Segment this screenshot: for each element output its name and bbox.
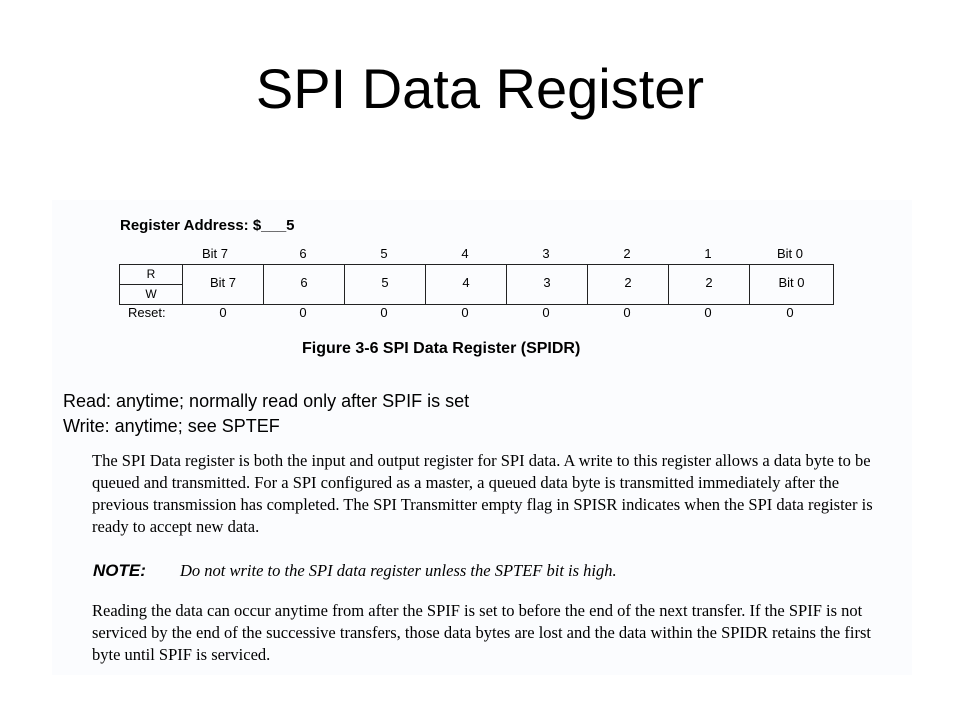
row-w-label: W (145, 287, 157, 301)
bit-cell: 6 (264, 265, 345, 304)
read-line: Read: anytime; normally read only after SPIF is set (63, 391, 470, 411)
rw-cell (120, 265, 183, 304)
bit-cell: Bit 0 (778, 275, 805, 290)
write-line: Write: anytime; see SPTEF (63, 416, 280, 436)
bit-header: 6 (299, 246, 307, 261)
bit-header: 1 (704, 246, 712, 261)
bit-cell: Bit 7 (183, 265, 264, 304)
bit-cell: 2 (669, 265, 750, 304)
bit-header: 2 (623, 246, 631, 261)
reset-value: 0 (786, 305, 794, 320)
reset-label: Reset: (128, 305, 166, 320)
paragraph-1: The SPI Data register is both the input and output register for SPI data. A write to this register allows a data byte to be queued and transmitted. For a SPI configured as a master, a queued data byte is transmitted immediately after the previous transmission has completed. The SPI Transmitter empty flag in SPISR indicates when the SPI data register is ready to accept new data. (92, 451, 873, 536)
slide-title: SPI Data Register (255, 57, 705, 120)
bit-header: 3 (542, 246, 550, 261)
reset-value: 0 (461, 305, 469, 320)
reset-value: 0 (219, 305, 227, 320)
bit-header: 4 (461, 246, 469, 261)
bit-header: 5 (380, 246, 388, 261)
bit-header: Bit 7 (201, 246, 228, 261)
reset-value: 0 (623, 305, 631, 320)
figure-caption: Figure 3-6 SPI Data Register (SPIDR) (302, 340, 581, 357)
reset-value: 0 (380, 305, 388, 320)
paragraph-2: Reading the data can occur anytime from after the SPIF is set to before the end of the next transfer. If the SPIF is not serviced by the end of the successive transfers, those data bytes are lost and the data within the SPIDR retains the first byte until SPIF is serviced. (92, 601, 871, 664)
reset-value: 0 (704, 305, 712, 320)
bit-cell: 5 (345, 265, 426, 304)
row-r-label: R (120, 265, 182, 285)
reset-value: 0 (299, 305, 307, 320)
register-address: Register Address: $___5 (120, 217, 295, 234)
reset-value: 0 (542, 305, 550, 320)
register-table (119, 264, 834, 305)
note-text: Do not write to the SPI data register unless the SPTEF bit is high. (180, 561, 617, 580)
bit-cell: 3 (507, 265, 588, 304)
bit-cell: 4 (426, 265, 507, 304)
bit-header: Bit 0 (776, 246, 803, 261)
note-label: NOTE: (93, 561, 146, 580)
bit-cell: 2 (588, 265, 669, 304)
